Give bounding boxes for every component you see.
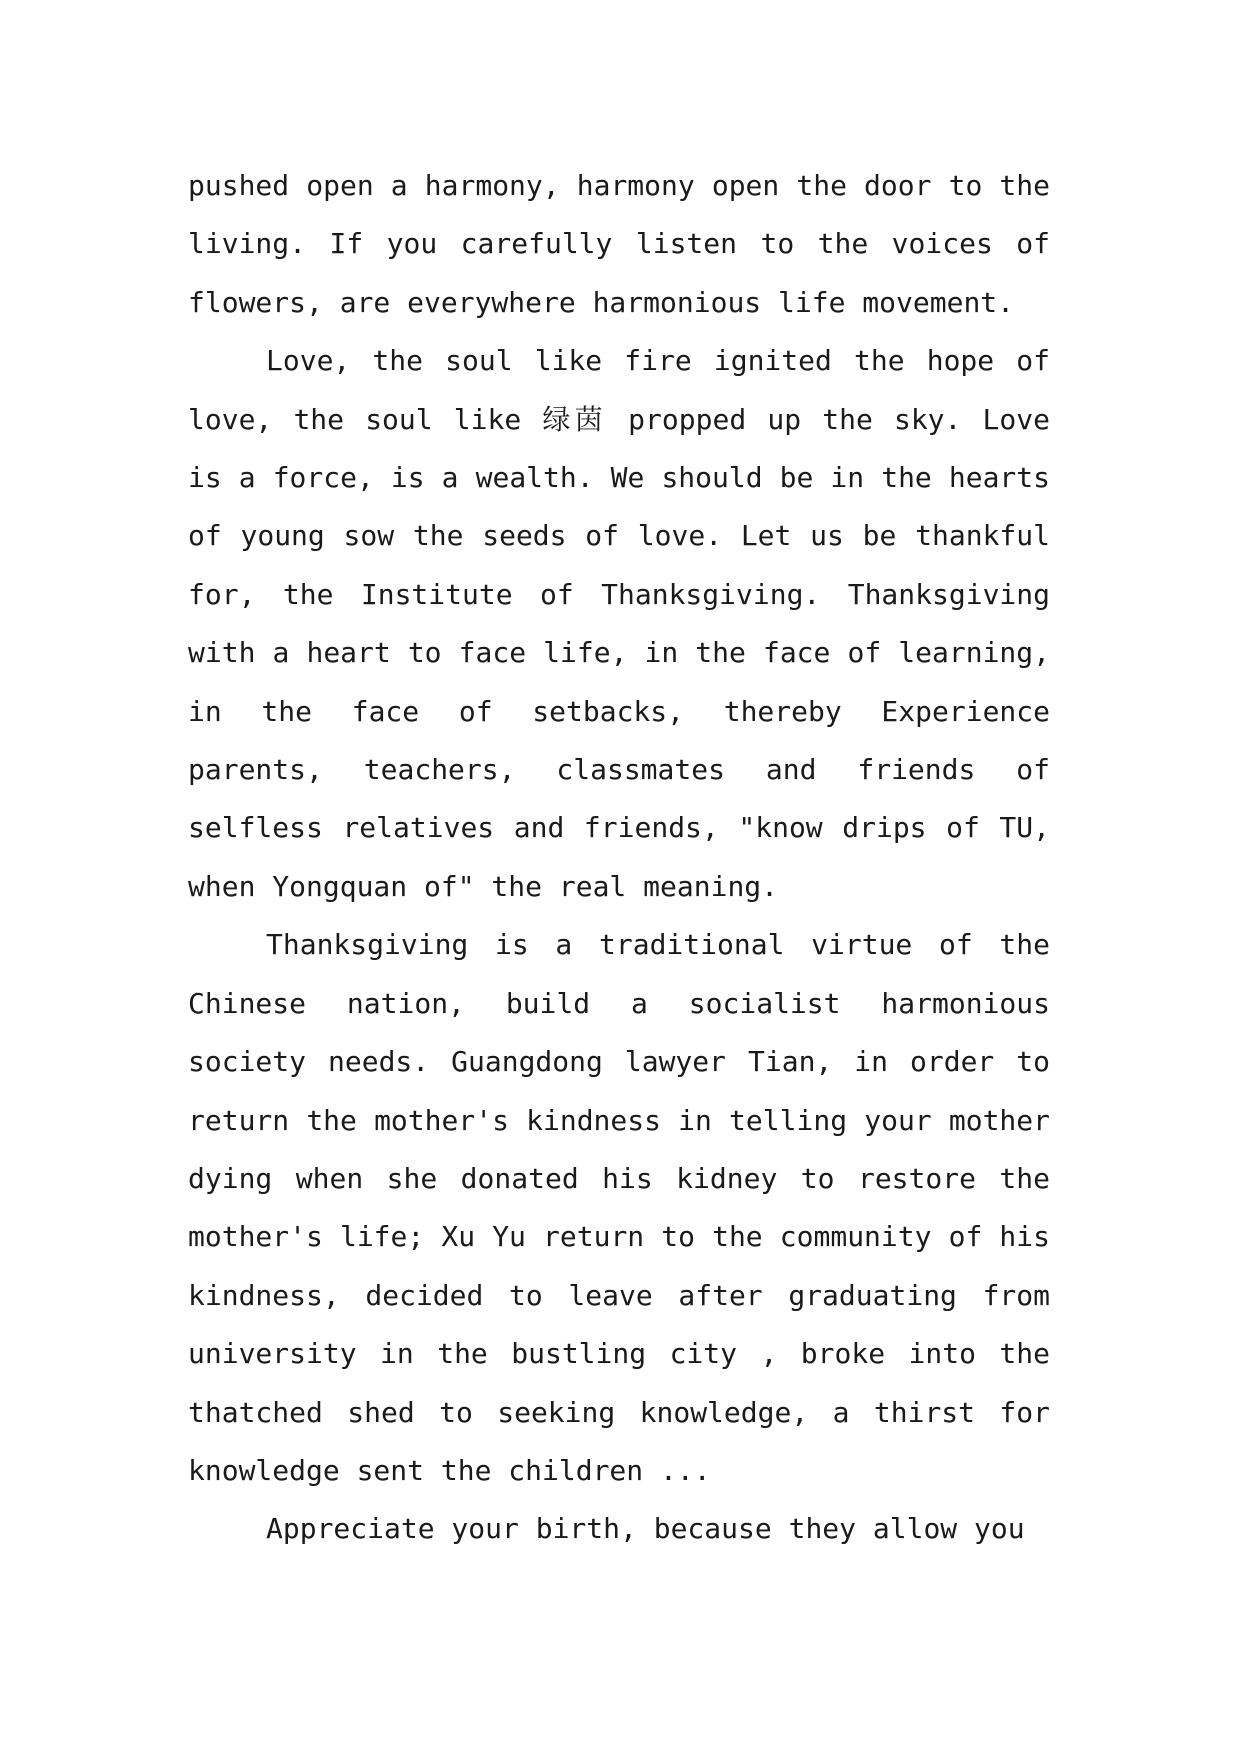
paragraph-3: Thanksgiving is a traditional virtue of the Chinese nation, build a socialist harmonious society needs. Guangdong lawyer Tian, in order to return the mother's kindness in telling your mother dying when she donated his kidney to restore the mother's life; Xu Yu return to the community of his kindness, decided to leave after graduating from university in the bustling city , broke into the thatched shed to seeking knowledge, a thirst for knowledge sent the children ... [188,928,1050,1487]
paragraph-4: Appreciate your birth, because they allow you [266,1512,1025,1546]
paragraph-2: Love, the soul like fire ignited the hope of love, the soul like 绿茵 propped up the sky. Love is a force, is a wealth. We should be in the hearts of young sow the seeds of love. Let us be thankful for, the Institute of Thanksgiving. Thanksgiving with a heart to face life, in the face of learning, in the face of setbacks, thereby Experience parents, teachers, classmates and friends of selfless relatives and friends, "know drips of TU, when Yongquan of" the real meaning. [188,344,1050,903]
paragraph-1: pushed open a harmony, harmony open the door to the living. If you carefully listen to the voices of flowers, are everywhere harmonious life movement. [188,169,1050,319]
body-text [188,157,1050,1559]
